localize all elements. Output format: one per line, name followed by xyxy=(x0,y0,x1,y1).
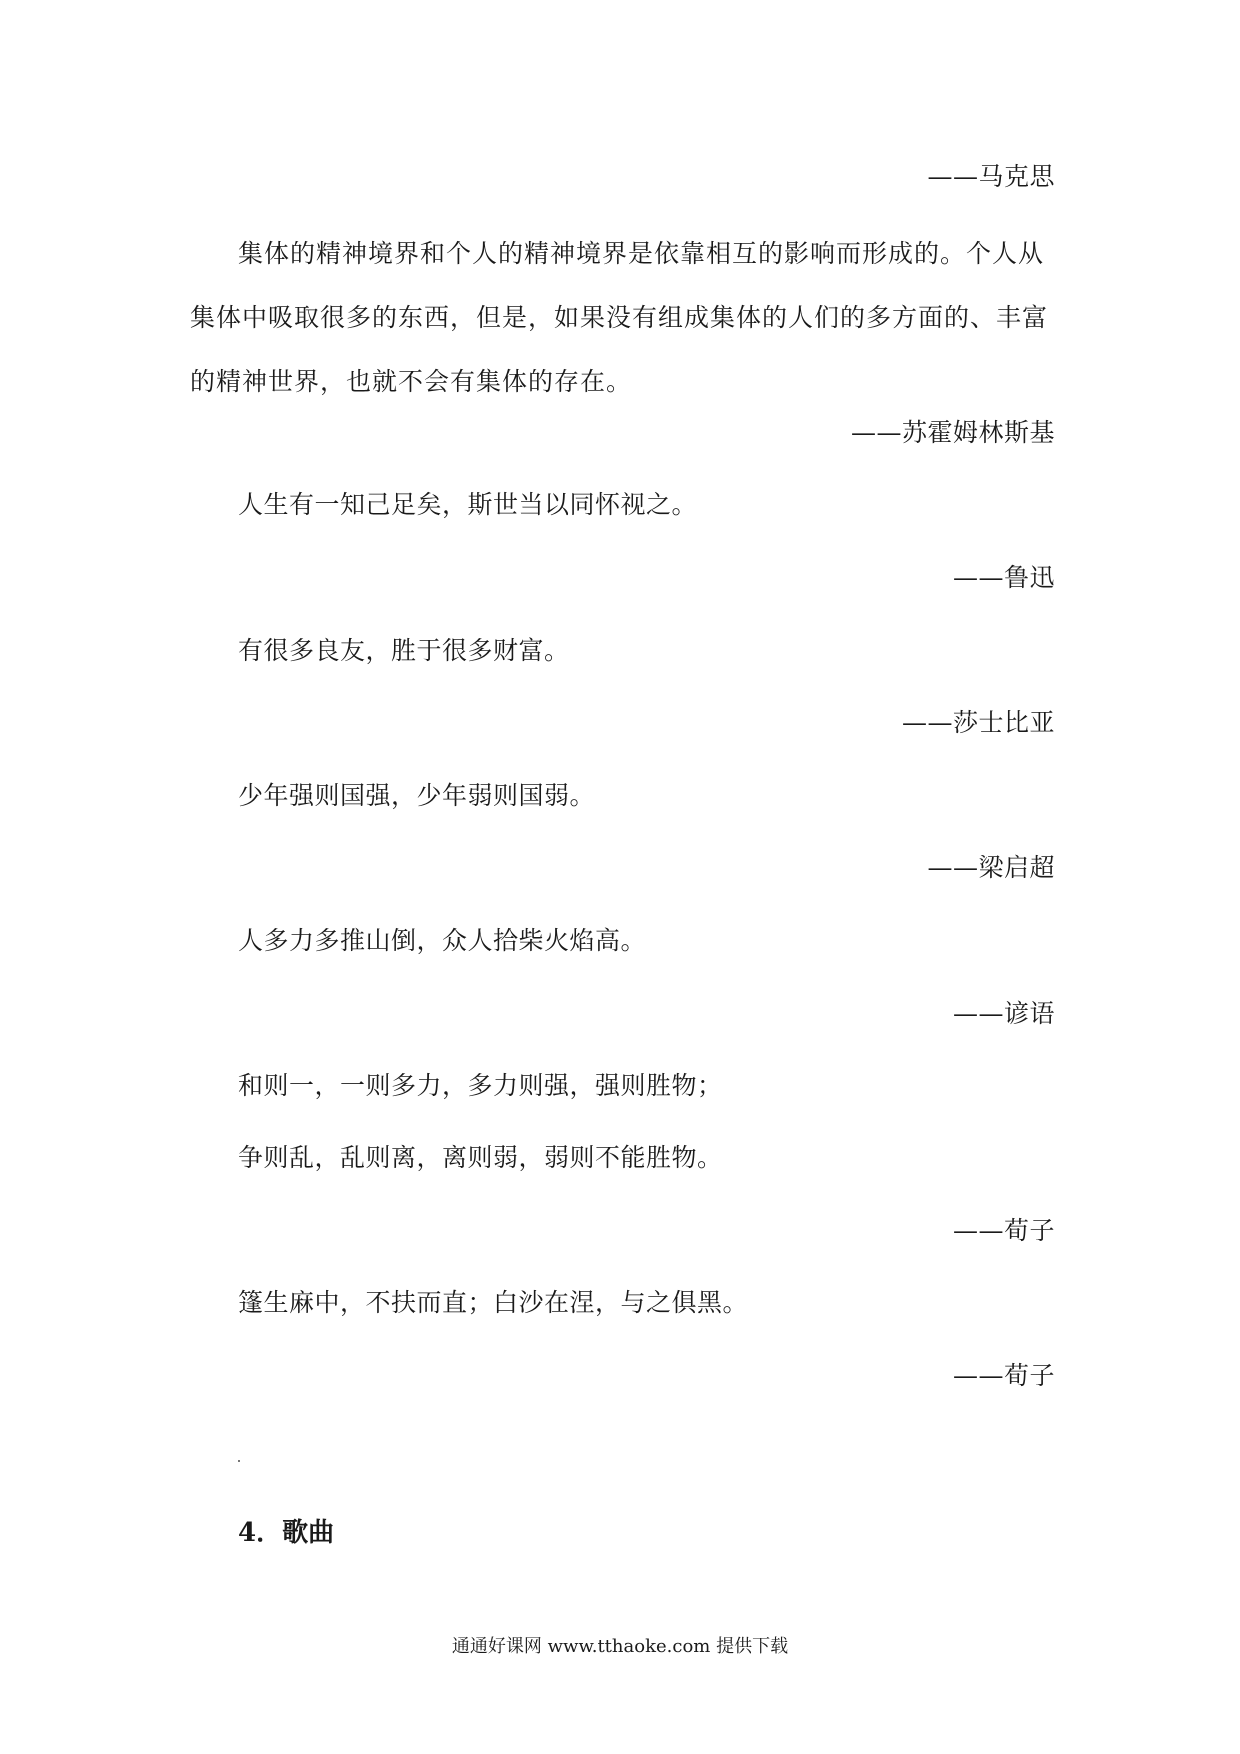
attribution-shakespeare: ——莎士比亚 xyxy=(901,708,1055,737)
stray-mark xyxy=(238,1460,240,1462)
quote-proverb: 人多力多推山倒，众人拾柴火焰高。 xyxy=(238,926,647,955)
attribution-marx: ——马克思 xyxy=(927,162,1055,191)
quote-xunzi-1-line-2: 争则乱，乱则离，离则弱，弱则不能胜物。 xyxy=(238,1143,723,1172)
quote-liang-qichao: 少年强则国强，少年弱则国弱。 xyxy=(238,781,596,810)
quote-xunzi-1-line-1: 和则一，一则多力，多力则强，强则胜物； xyxy=(238,1071,723,1100)
attribution-xunzi-1: ——荀子 xyxy=(952,1216,1055,1245)
attribution-xunzi-2: ——荀子 xyxy=(952,1361,1055,1390)
quote-luxun: 人生有一知己足矣，斯世当以同怀视之。 xyxy=(238,490,698,519)
section-heading: 4．歌曲 xyxy=(238,1518,335,1548)
attribution-luxun: ——鲁迅 xyxy=(952,563,1055,592)
attribution-liang-qichao: ——梁启超 xyxy=(927,853,1055,882)
attribution-proverb: ——谚语 xyxy=(952,999,1055,1028)
quote-xunzi-2: 篷生麻中，不扶而直；白沙在涅，与之俱黑。 xyxy=(238,1288,749,1317)
attribution-sukhomlinsky: ——苏霍姆林斯基 xyxy=(850,418,1055,447)
page-footer: 通通好课网 www.tthaoke.com 提供下载 xyxy=(451,1636,789,1657)
collective-paragraph: 集体的精神境界和个人的精神境界是依靠相互的影响而形成的。个人从集体中吸取很多的东西，但是，如果没有组成集体的人们的多方面的、丰富的精神世界，也就不会有集体的存在。 xyxy=(190,239,1049,396)
quote-shakespeare: 有很多良友，胜于很多财富。 xyxy=(238,636,570,665)
